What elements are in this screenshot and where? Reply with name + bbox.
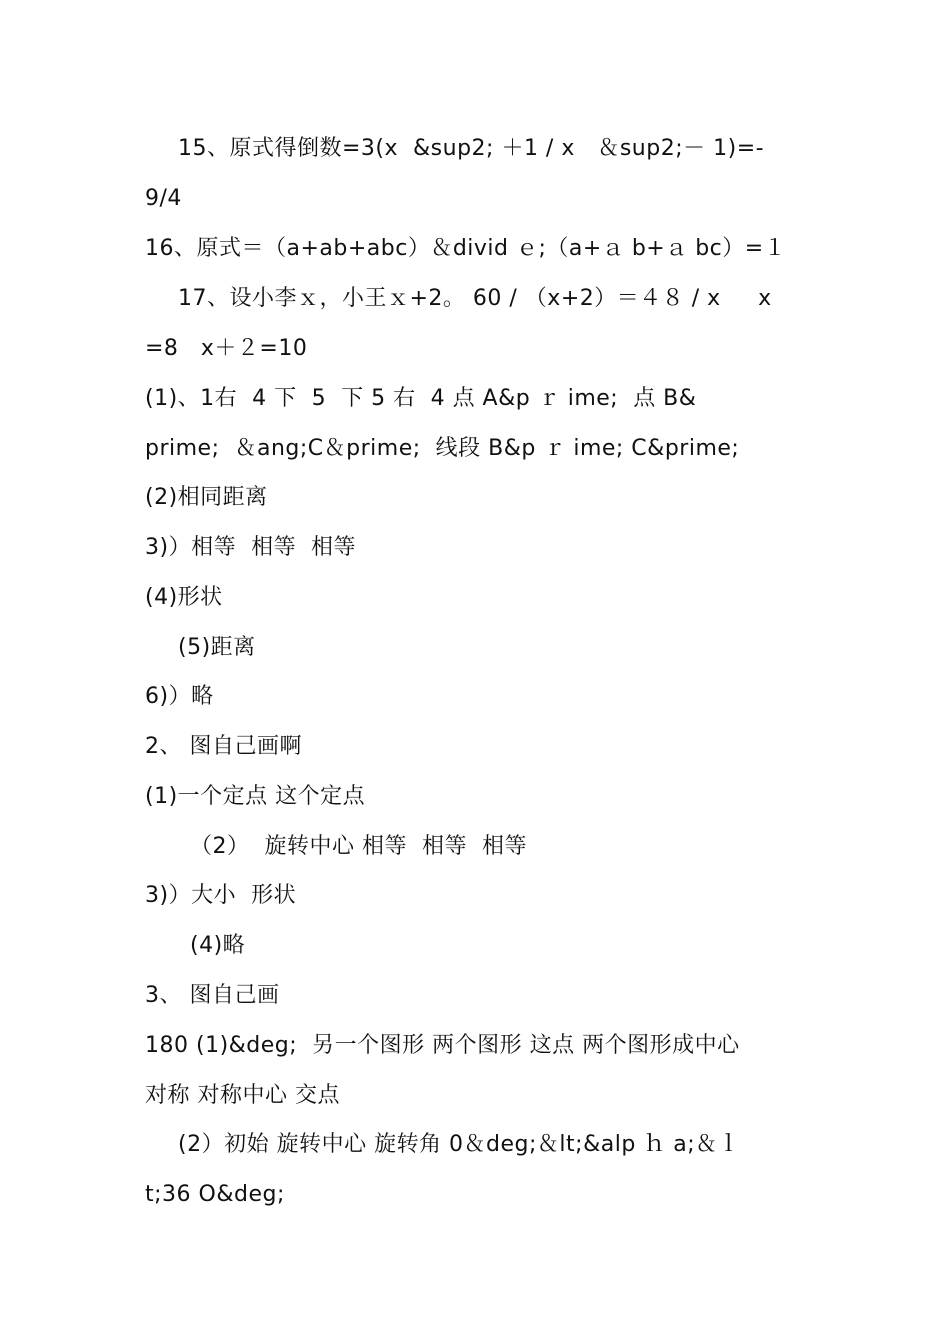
text-line-symmetry-2: (2）初始 旋转中心 旋转角 0＆deg;＆lt;&alp ｈ a;＆ｌ [178, 1132, 741, 1157]
text-line-15-part2: 9/4 [145, 186, 182, 211]
text-line-rotation-4: (4)略 [190, 933, 246, 958]
text-line-translation-5: (5)距离 [178, 635, 256, 660]
text-line-symmetry-1b: 对称 对称中心 交点 [145, 1083, 340, 1108]
text-line-translation-2: (2)相同距离 [145, 485, 268, 510]
text-line-translation-3: 3)）相等 相等 相等 [145, 535, 357, 560]
text-line-translation-4: (4)形状 [145, 585, 223, 610]
text-line-section-3: 3、 图自己画 [145, 983, 280, 1008]
text-line-section-2: 2、 图自己画啊 [145, 734, 302, 759]
text-line-translation-1: (1)、1右 4 下 5 下 5 右 4 点 A&p ｒ ime; 点 B& [145, 386, 697, 411]
text-line-17-part1: 17、设小李ｘ，小王ｘ+2。 60 / （x+2）＝４８ / x x [178, 286, 772, 311]
text-line-symmetry-2b: t;36 O&deg; [145, 1182, 285, 1207]
text-line-rotation-2: （2） 旋转中心 相等 相等 相等 [190, 834, 527, 859]
text-line-17-part2: =8 x＋２=10 [145, 336, 308, 361]
text-line-15-part1: 15、原式得倒数=3(x &sup2; ＋1 / x ＆sup2;－ 1)=- [178, 136, 765, 161]
text-line-symmetry-1: 180 (1)&deg; 另一个图形 两个图形 这点 两个图形成中心 [145, 1033, 740, 1058]
text-line-translation-1b: prime; ＆ang;C＆prime; 线段 B&p ｒ ime; C&prime; [145, 436, 740, 461]
text-line-translation-6: 6)）略 [145, 684, 214, 709]
text-line-16: 16、原式＝（a+ab+abc）＆divid ｅ;（a+ａ b+ａ bc）=１ [145, 236, 787, 261]
text-line-rotation-1: (1)一个定点 这个定点 [145, 784, 366, 809]
text-line-rotation-3: 3)）大小 形状 [145, 883, 297, 908]
